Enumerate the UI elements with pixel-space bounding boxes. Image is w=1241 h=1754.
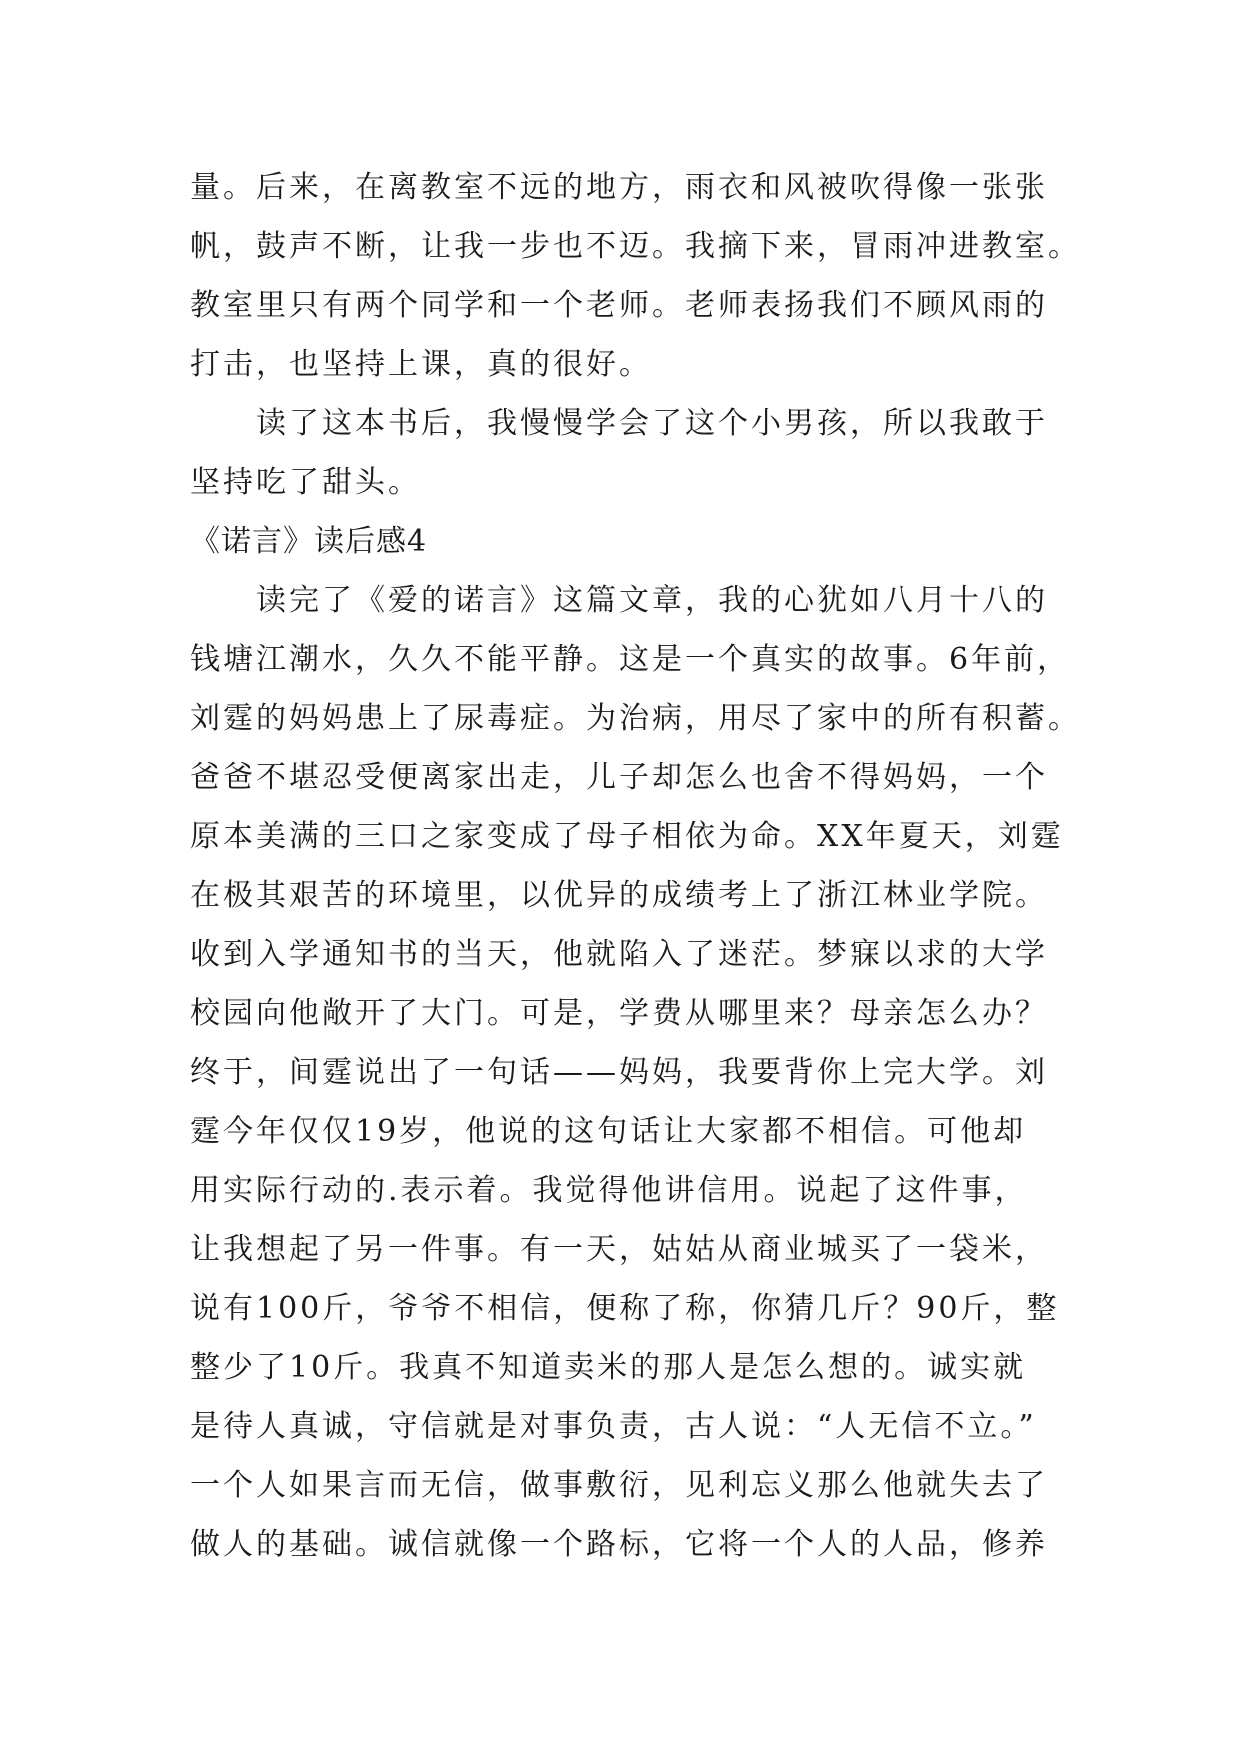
text-line: 校园向他敞开了大门。可是，学费从哪里来？母亲怎么办？ — [190, 996, 1048, 1031]
text-line: 量。后来，在离教室不远的地方，雨衣和风被吹得像一张张 — [190, 170, 1048, 205]
text-line: 整少了10斤。我真不知道卖米的那人是怎么想的。诚实就 — [190, 1350, 1027, 1385]
text-line: 钱塘江潮水，久久不能平静。这是一个真实的故事。6年前， — [190, 642, 1071, 677]
text-line: 刘霆的妈妈患上了尿毒症。为治病，用尽了家中的所有积蓄。 — [190, 701, 1081, 736]
text-line: 打击，也坚持上课，真的很好。 — [190, 347, 652, 382]
text-line: 爸爸不堪忍受便离家出走，儿子却怎么也舍不得妈妈，一个 — [190, 760, 1048, 795]
text-line: 坚持吃了甜头。 — [190, 465, 421, 500]
text-line: 收到入学通知书的当天，他就陷入了迷茫。梦寐以求的大学 — [190, 937, 1048, 972]
text-line: 帆，鼓声不断，让我一步也不迈。我摘下来，冒雨冲进教室。 — [190, 229, 1081, 264]
heading-text: 《诺言》读后感4 — [190, 524, 428, 559]
text-line: 原本美满的三口之家变成了母子相依为命。XX年夏天，刘霆 — [190, 819, 1064, 854]
paragraph — [190, 571, 1081, 1574]
paragraph — [190, 394, 1070, 512]
text-line: 一个人如果言而无信，做事敷衍，见利忘义那么他就失去了 — [190, 1468, 1048, 1503]
text-line: 霆今年仅仅19岁，他说的这句话让大家都不相信。可他却 — [190, 1114, 1027, 1149]
text-line: 读完了《爱的诺言》这篇文章，我的心犹如八月十八的 — [256, 583, 1048, 618]
text-line: 用实际行动的.表示着。我觉得他讲信用。说起了这件事， — [190, 1173, 1028, 1208]
text-line: 做人的基础。诚信就像一个路标，它将一个人的人品，修养 — [190, 1527, 1048, 1562]
text-line: 让我想起了另一件事。有一天，姑姑从商业城买了一袋米， — [190, 1232, 1048, 1267]
text-line: 在极其艰苦的环境里，以优异的成绩考上了浙江林业学院。 — [190, 878, 1048, 913]
section-heading — [190, 512, 1070, 571]
paragraph-continued — [190, 158, 1081, 394]
text-line: 说有100斤，爷爷不相信，便称了称，你猜几斤？90斤，整 — [190, 1291, 1060, 1326]
text-line: 是待人真诚，守信就是对事负责，古人说：“人无信不立。” — [190, 1409, 1037, 1444]
text-line: 终于，间霆说出了一句话——妈妈，我要背你上完大学。刘 — [190, 1055, 1048, 1090]
document-body — [190, 158, 1081, 1574]
text-line: 读了这本书后，我慢慢学会了这个小男孩，所以我敢于 — [256, 406, 1048, 441]
text-line: 教室里只有两个同学和一个老师。老师表扬我们不顾风雨的 — [190, 288, 1048, 323]
